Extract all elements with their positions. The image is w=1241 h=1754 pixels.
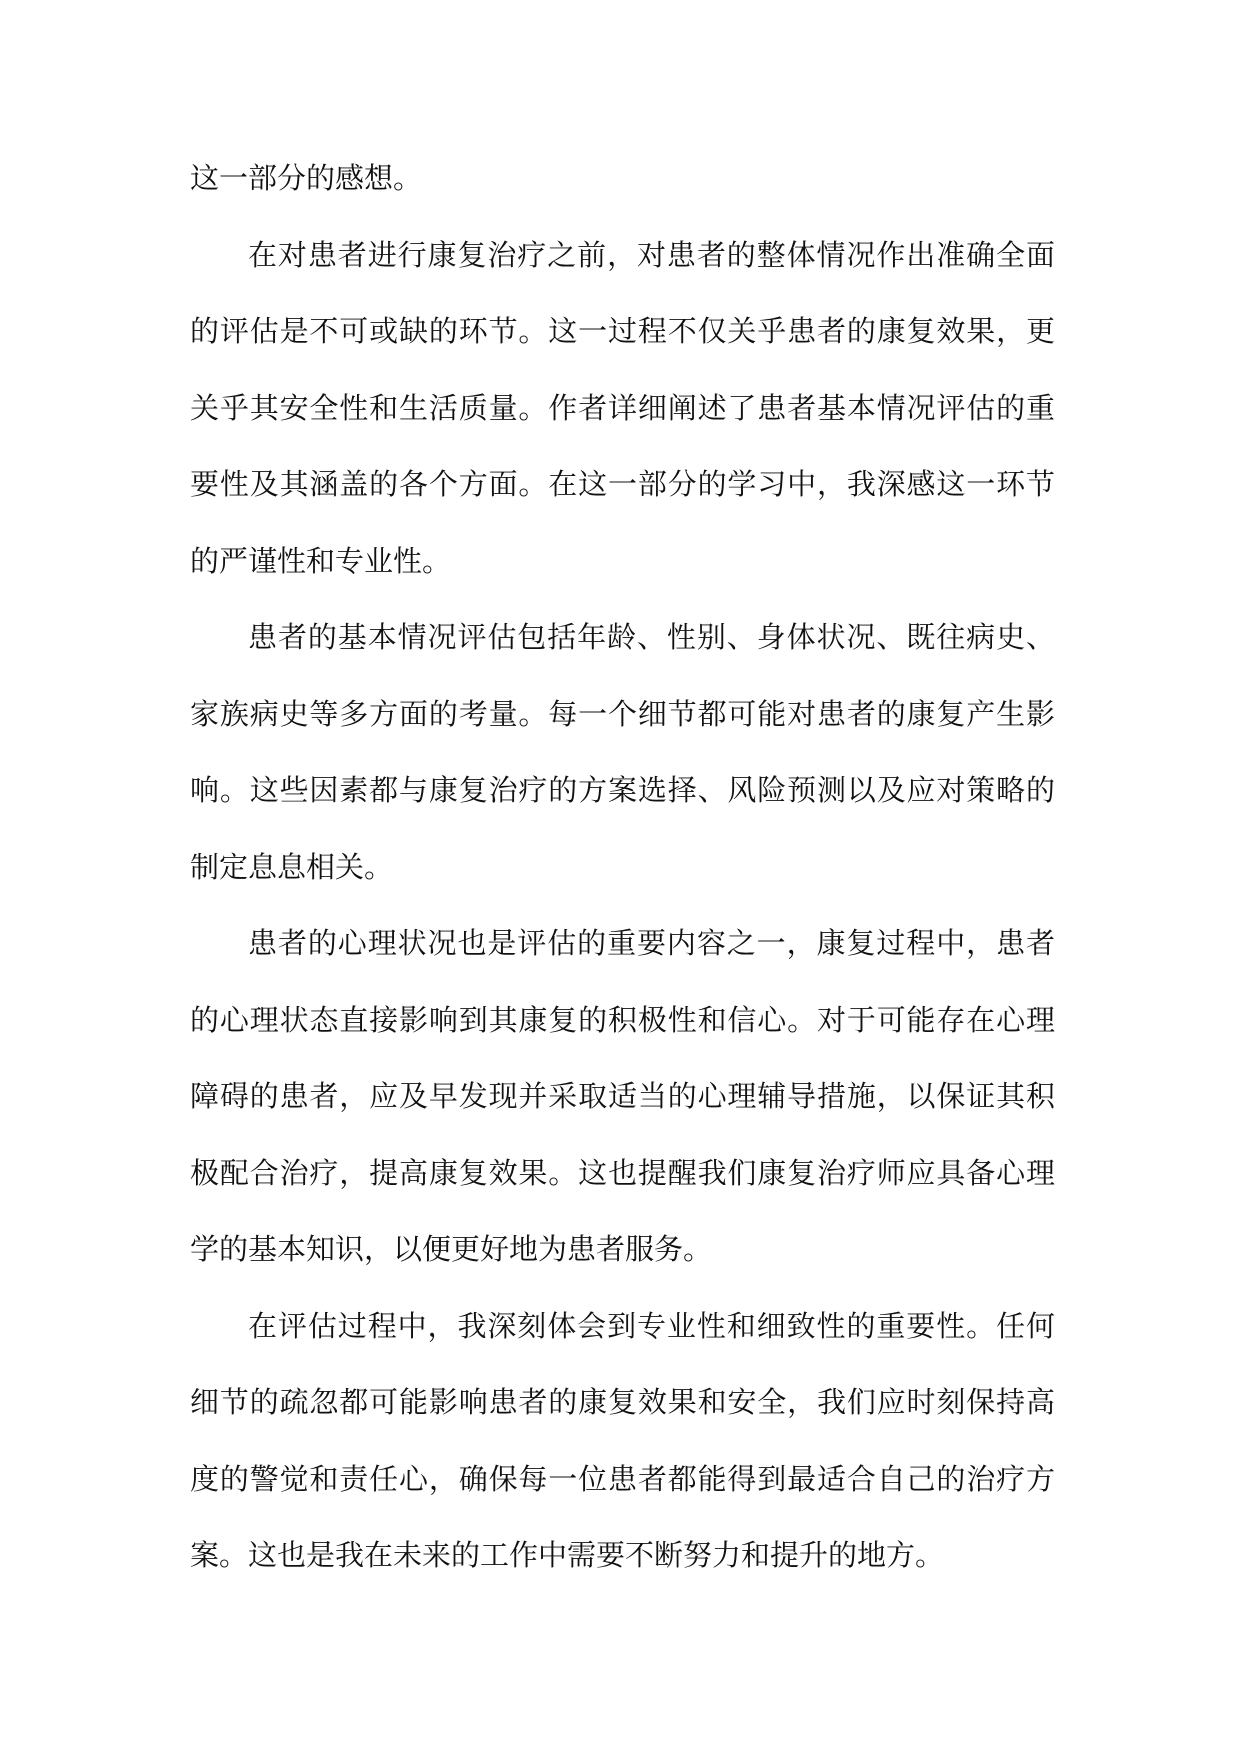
paragraph-continuation: 这一部分的感想。 <box>190 161 423 195</box>
document-body <box>190 140 1055 1594</box>
paragraph-assessment-intro: 在对患者进行康复治疗之前，对患者的整体情况作出准确全面的评估是不可或缺的环节。这一过程不仅关乎患者的康复效果，更关乎其安全性和生活质量。作者详细阐述了患者基本情况评估的重要性及其涵盖的各个方面。在这一部分的学习中，我深感这一环节的严谨性和专业性。 <box>190 237 1055 578</box>
paragraph-psychological-assessment: 患者的心理状况也是评估的重要内容之一，康复过程中，患者的心理状态直接影响到其康复的积极性和信心。对于可能存在心理障碍的患者，应及早发现并采取适当的心理辅导措施，以保证其积极配合治疗，提高康复效果。这也提醒我们康复治疗师应具备心理学的基本知识，以便更好地为患者服务。 <box>190 926 1055 1266</box>
paragraph-basic-assessment: 患者的基本情况评估包括年龄、性别、身体状况、既往病史、家族病史等多方面的考量。每一个细节都可能对患者的康复产生影响。这些因素都与康复治疗的方案选择、风险预测以及应对策略的制定息息相关。 <box>190 620 1055 884</box>
paragraph-reflection: 在评估过程中，我深刻体会到专业性和细致性的重要性。任何细节的疏忽都可能影响患者的康复效果和安全，我们应时刻保持高度的警觉和责任心，确保每一位患者都能得到最适合自己的治疗方案。这也是我在未来的工作中需要不断努力和提升的地方。 <box>190 1308 1055 1572</box>
